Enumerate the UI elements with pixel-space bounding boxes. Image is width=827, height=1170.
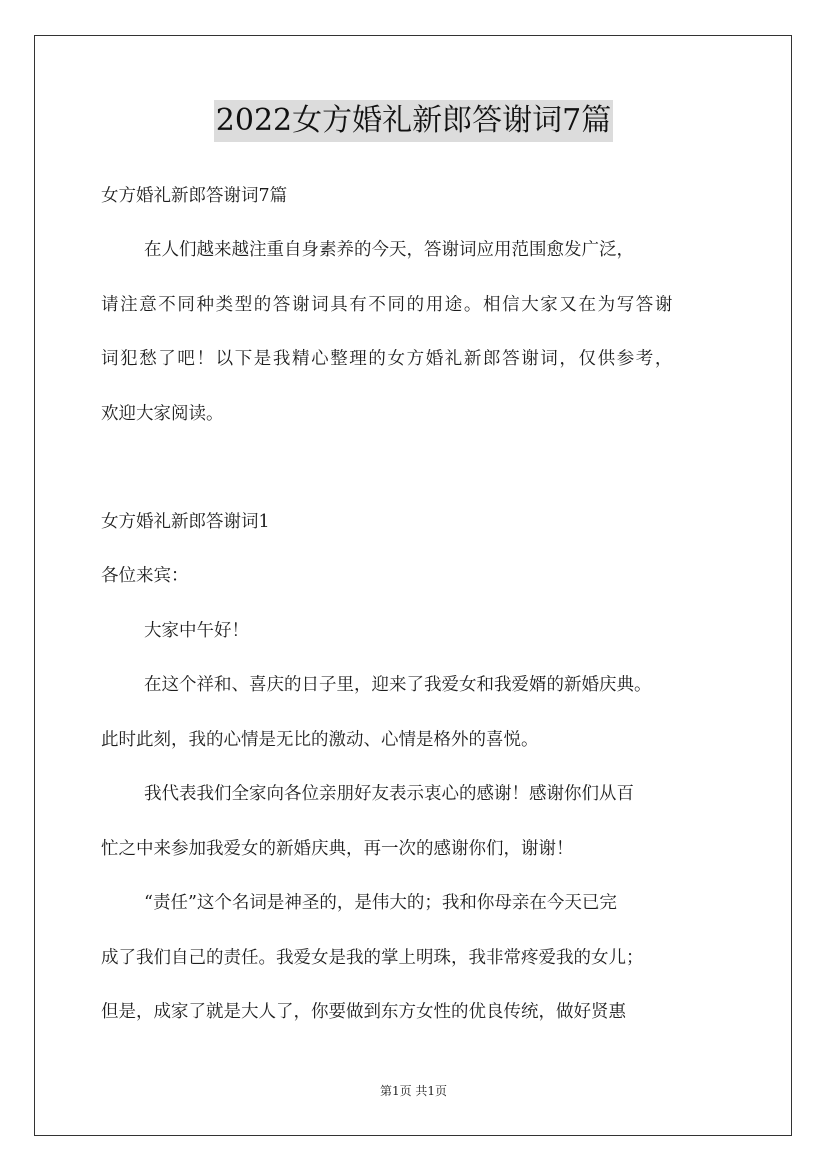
salutation: 各位来宾： <box>101 566 189 586</box>
body-line: 但是，成家了就是大人了，你要做到东方女性的优良传统，做好贤惠 <box>101 1002 626 1022</box>
page-number-footer: 第1页 共1页 <box>379 1084 448 1098</box>
intro-line: 欢迎大家阅读。 <box>101 404 224 424</box>
body-line: 成了我们自己的责任。我爱女是我的掌上明珠，我非常疼爱我的女儿； <box>101 948 644 968</box>
body-line: 我代表我们全家向各位亲朋好友表示衷心的感谢！感谢你们从百 <box>144 784 634 804</box>
section-heading: 女方婚礼新郎答谢词1 <box>101 512 270 532</box>
title-wrap <box>0 100 827 142</box>
greeting: 大家中午好！ <box>144 621 249 641</box>
body-line: 忙之中来参加我爱女的新婚庆典，再一次的感谢你们，谢谢！ <box>101 839 574 859</box>
intro-line: 词犯愁了吧！以下是我精心整理的女方婚礼新郎答谢词，仅供参考， <box>101 349 674 369</box>
body-line: “责任”这个名词是神圣的，是伟大的；我和你母亲在今天已完 <box>144 893 617 913</box>
body-line: 此时此刻，我的心情是无比的激动、心情是格外的喜悦。 <box>101 730 539 750</box>
intro-line: 在人们越来越注重自身素养的今天，答谢词应用范围愈发广泛， <box>144 240 634 260</box>
body-line: 在这个祥和、喜庆的日子里，迎来了我爱女和我爱婿的新婚庆典。 <box>144 675 652 695</box>
document-subtitle: 女方婚礼新郎答谢词7篇 <box>101 186 288 206</box>
document-title: 2022女方婚礼新郎答谢词7篇 <box>214 100 613 142</box>
intro-line: 请注意不同种类型的答谢词具有不同的用途。相信大家又在为写答谢 <box>101 295 674 315</box>
